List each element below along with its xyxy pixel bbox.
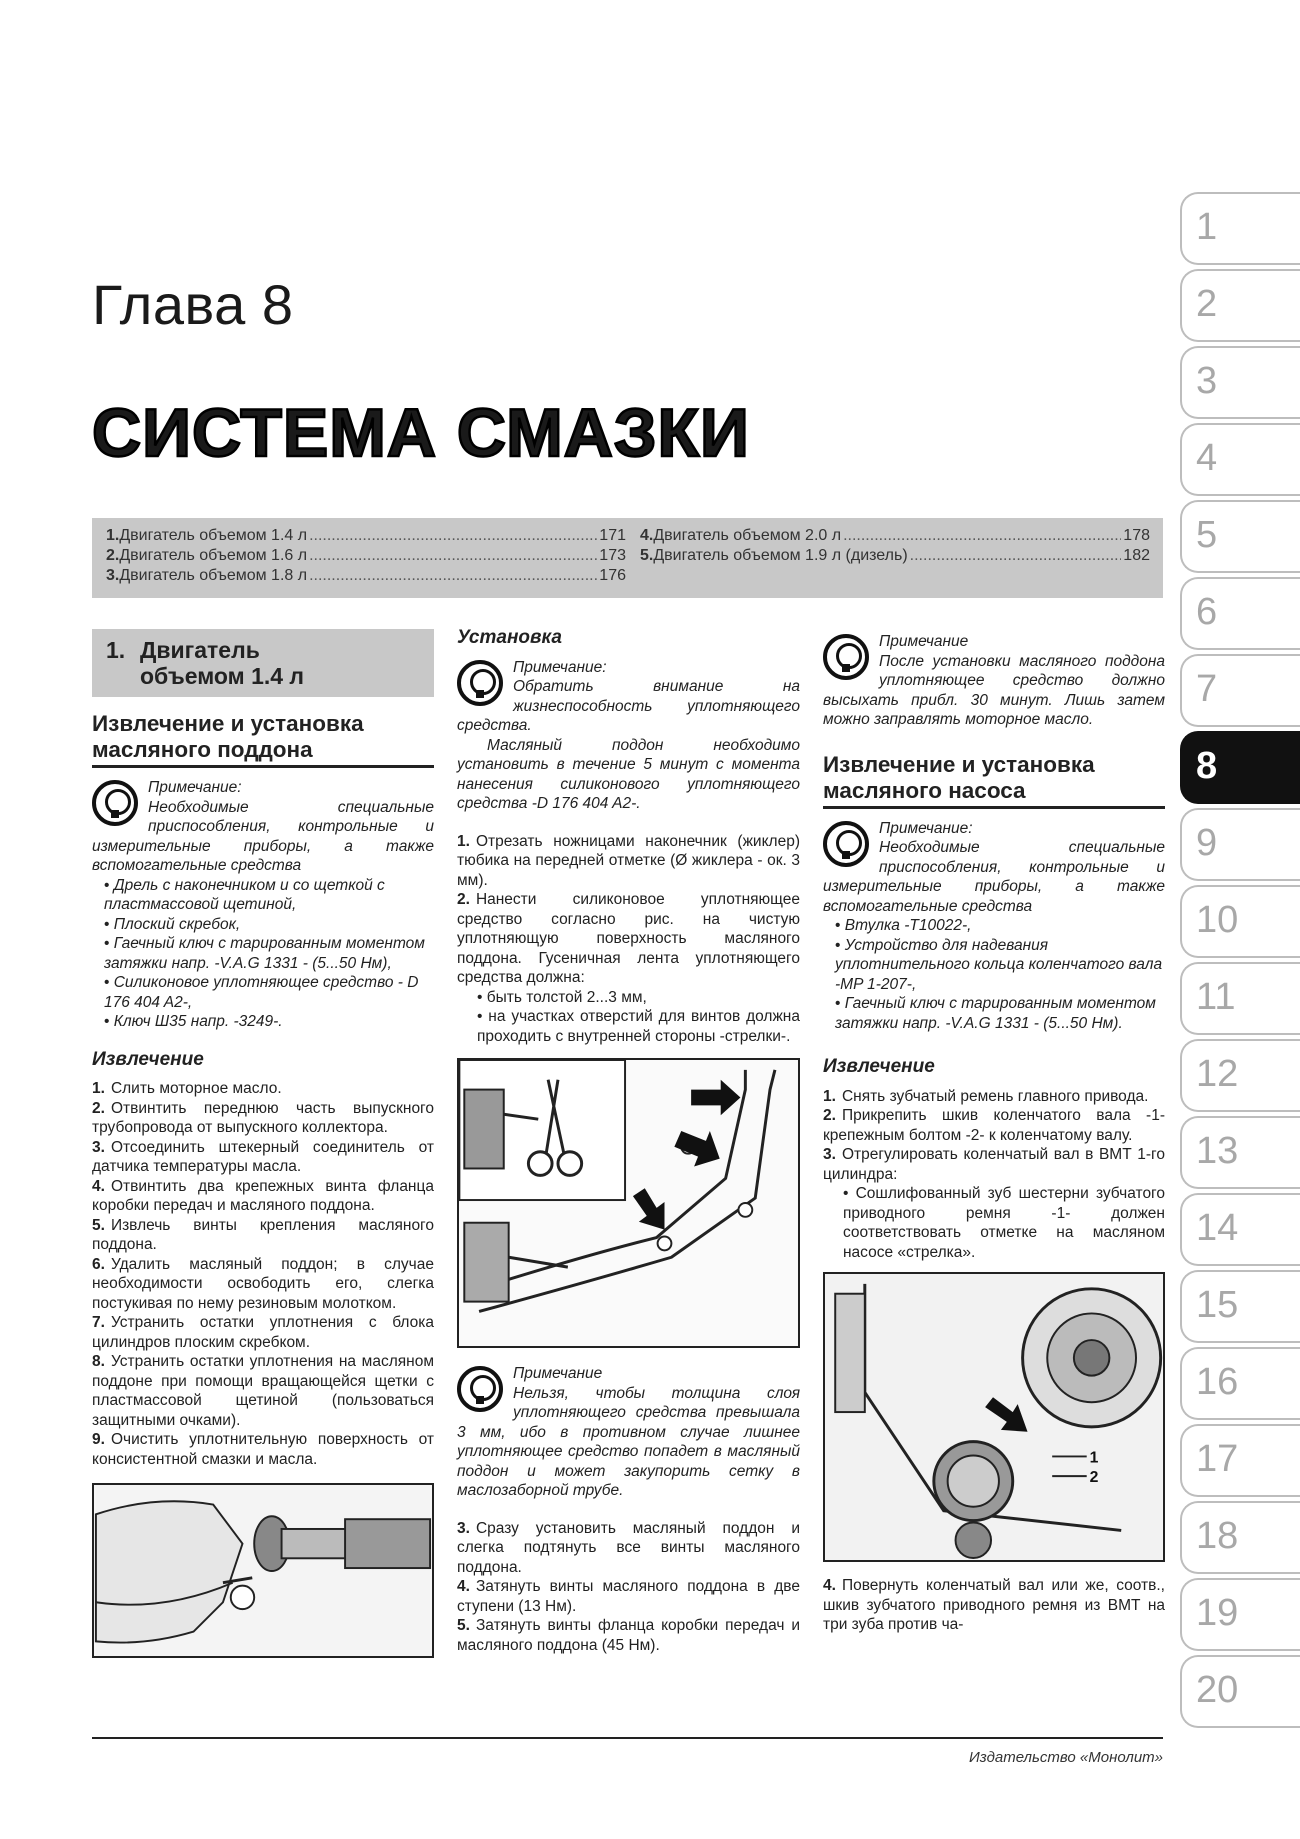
figure-label-2: 2 (1089, 1469, 1099, 1487)
step-text: Отрегулировать коленчатый вал в ВМТ 1-го цилиндра: (823, 1146, 1165, 1183)
note-list-item: • Гаечный ключ с тарированным моментом затяжки напр. -V.A.G 1331 - (5...50 Нм). (823, 994, 1165, 1033)
subsection-heading: Извлечение и установка масляного поддона (92, 711, 434, 768)
procedure-step (92, 1313, 434, 1352)
step-number: 5. (92, 1216, 105, 1234)
toc-title: Двигатель объемом 1.9 л (дизель) (653, 547, 908, 564)
procedure-step (457, 1577, 800, 1616)
lightbulb-icon (823, 821, 869, 867)
toc-leader (309, 527, 597, 545)
note-heading: Примечание: (148, 779, 242, 796)
step-number: 3. (92, 1138, 105, 1156)
note-list-item: • Втулка -T10022-, (823, 916, 1165, 936)
sealant-time-paragraph: Масляный поддон необходимо установить в течение 5 минут с момента нанесения силиконового уплотняющего средства -D 176 404 A2-. (457, 736, 800, 812)
installation-steps-2 (457, 1519, 800, 1656)
note-list-item: • Ключ Ш35 напр. -3249-. (92, 1012, 434, 1032)
step-text: Затянуть винты фланца коробки передач и масляного поддона (45 Нм). (457, 1617, 800, 1654)
note-heading: Примечание: (513, 658, 607, 676)
note-text: Обратить внимание на жизнеспособность уплотняющего средства. (457, 678, 800, 734)
lightbulb-icon (457, 660, 503, 706)
note-heading: Примечание: (879, 819, 973, 837)
chapter-tab-8[interactable]: 8 (1180, 731, 1300, 804)
toc-left-column (106, 527, 626, 587)
note-text: Необходимые специальные приспособления, контрольные и измерительные приборы, а также вспомогательные средства (823, 839, 1165, 915)
oil-pump-illustration (825, 1274, 1163, 1560)
procedure-heading: Извлечение (92, 1048, 204, 1070)
step-text: Устранить остатки уплотнения с блока цилиндров плоским скребком. (92, 1314, 434, 1351)
toc-entry (106, 527, 626, 547)
procedure-steps (92, 1079, 434, 1469)
sealant-bead-list (457, 988, 800, 1047)
chapter-tab-17[interactable]: 17 (1180, 1424, 1300, 1497)
chapter-tab-6[interactable]: 6 (1180, 577, 1300, 650)
step-text: Нанести силиконовое уплотняющее средство согласно рис. на чистую уплотняющую поверхность масляного поддона. Гусеничная лента уплотняющего средства должна: (457, 891, 800, 986)
step-number: 2. (457, 891, 470, 908)
toc-page: 171 (599, 527, 626, 544)
procedure-steps (823, 1087, 1165, 1185)
step-text: Отвинтить переднюю часть выпускного трубопровода от выпускного коллектора. (92, 1099, 434, 1136)
chapter-tab-4[interactable]: 4 (1180, 423, 1300, 496)
chapter-label: Глава 8 (92, 273, 294, 336)
step-number: 7. (92, 1314, 105, 1331)
toc-leader (309, 547, 597, 565)
toc-title: Двигатель объемом 1.8 л (119, 567, 308, 584)
chapter-tab-2[interactable]: 2 (1180, 269, 1300, 342)
note-heading: Примечание (879, 633, 969, 650)
note-list-item: • Гаечный ключ с тарированным моментом затяжки напр. -V.A.G 1331 - (5...50 Нм), (92, 934, 434, 973)
note-text: Необходимые специальные приспособления, контрольные и измерительные приборы, а также вспомогательные средства (92, 798, 434, 874)
note-heading: Примечание (513, 1365, 603, 1382)
procedure-step (457, 890, 800, 988)
procedure-step (823, 1145, 1165, 1184)
tdc-mark-bullet: • Сошлифованный зуб шестерни зубчатого приводного ремня -1- должен соответствовать отметке на масляном насосе «стрелка». (823, 1184, 1165, 1262)
chapter-tab-15[interactable]: 15 (1180, 1270, 1300, 1343)
toc-title: Двигатель объемом 1.4 л (119, 527, 308, 544)
procedure-step (92, 1255, 434, 1314)
procedure-step (457, 832, 800, 891)
figure-label-1: 1 (1089, 1449, 1099, 1467)
note-list (823, 916, 1165, 1033)
sealant-application-figure (457, 1058, 800, 1348)
chapter-tab-7[interactable]: 7 (1180, 654, 1300, 727)
step-text: Отрезать ножницами наконечник (жиклер) тюбика на передней отметке (Ø жиклера - ок. 3 мм). (457, 832, 800, 889)
chapter-tab-14[interactable]: 14 (1180, 1193, 1300, 1266)
text-column-3 (823, 632, 1165, 1635)
toc-leader (843, 527, 1121, 545)
procedure-step (92, 1430, 434, 1469)
toc-entry (106, 567, 626, 587)
toc-title: Двигатель объемом 2.0 л (653, 527, 842, 544)
note-block-thickness (457, 1364, 800, 1501)
procedure-step-4 (823, 1576, 1165, 1635)
procedure-step (457, 1616, 800, 1655)
section-number: 1. (106, 637, 126, 663)
step-text: Слить моторное масло. (110, 1080, 282, 1097)
step-text: Прикрепить шкив коленчатого вала -1- крепежным болтом -2- к коленчатому валу. (823, 1107, 1165, 1144)
note-text: После установки масляного поддона уплотняющее средство должно высыхать прибл. 30 минут. Лишь затем можно заправлять моторное масло. (823, 652, 1165, 728)
chapter-tab-10[interactable]: 10 (1180, 885, 1300, 958)
section-title-line1: Двигатель (140, 637, 260, 663)
toc-page: 178 (1123, 527, 1150, 544)
chapter-tab-12[interactable]: 12 (1180, 1039, 1300, 1112)
subsection-heading: Извлечение и установка масляного насоса (823, 752, 1165, 809)
toc-entry (106, 547, 626, 567)
chapter-title: СИСТЕМА СМАЗКИ (92, 395, 750, 471)
procedure-step (92, 1099, 434, 1138)
procedure-step (92, 1079, 434, 1099)
step-text: Очистить уплотнительную поверхность от консистентной смазки и масла. (92, 1431, 434, 1468)
toc-page: 182 (1123, 547, 1150, 564)
installation-heading: Установка (457, 627, 562, 648)
procedure-step (92, 1138, 434, 1177)
procedure-heading: Извлечение (823, 1056, 935, 1077)
bullet-item: • на участках отверстий для винтов должна проходить с внутренней стороны -стрелки-. (457, 1007, 800, 1046)
step-number: 9. (92, 1431, 105, 1448)
chapter-tab-18[interactable]: 18 (1180, 1501, 1300, 1574)
procedure-step (823, 1106, 1165, 1145)
toc-right-column (640, 527, 1150, 567)
oil-pan-cleaning-figure (92, 1483, 434, 1658)
chapter-tab-11[interactable]: 11 (1180, 962, 1300, 1035)
note-list-item: • Дрель с наконечником и со щеткой с пластмассовой щетиной, (92, 876, 434, 915)
step-number: 3. (823, 1146, 836, 1163)
step-number: 4. (92, 1177, 105, 1195)
step-number: 1. (457, 832, 470, 850)
step-number: 6. (92, 1255, 105, 1273)
toc-leader (910, 547, 1122, 565)
sealant-tube-illustration (459, 1060, 798, 1346)
step-number: 8. (92, 1353, 105, 1370)
toc-number: 5. (640, 547, 654, 564)
footer-rule (92, 1737, 1163, 1739)
step-number: 4. (457, 1578, 470, 1595)
step-text: Повернуть коленчатый вал или же, соотв., шкив зубчатого приводного ремня из ВМТ на три зуба против ча- (823, 1577, 1165, 1633)
step-number: 5. (457, 1617, 470, 1634)
step-text: Затянуть винты масляного поддона в две ступени (13 Нм). (457, 1578, 800, 1615)
drill-brush-illustration (94, 1485, 432, 1656)
step-number: 4. (823, 1577, 836, 1594)
chapter-tabs (1180, 192, 1300, 1732)
section-heading (92, 629, 434, 697)
note-list-item: • Устройство для надевания уплотнительного кольца коленчатого вала -MP 1-207-, (823, 936, 1165, 995)
procedure-step (823, 1087, 1165, 1107)
text-column-2 (457, 628, 800, 1655)
step-number: 1. (92, 1080, 105, 1097)
step-text: Отсоединить штекерный соединитель от датчика температуры масла. (92, 1138, 434, 1175)
toc-number: 3. (106, 567, 120, 584)
section-title-line2: объемом 1.4 л (140, 663, 305, 689)
toc-entry (640, 527, 1150, 547)
chapter-tab-9[interactable]: 9 (1180, 808, 1300, 881)
toc-number: 4. (640, 527, 654, 544)
note-block-viability (457, 658, 800, 814)
note-block-drying (823, 632, 1165, 730)
chapter-tab-3[interactable]: 3 (1180, 346, 1300, 419)
step-text: Сразу установить масляный поддон и слегка подтянуть все винты масляного поддона. (457, 1519, 800, 1576)
chapter-tab-16[interactable]: 16 (1180, 1347, 1300, 1420)
note-list (92, 876, 434, 1032)
toc-leader (309, 567, 597, 585)
oil-pump-figure (823, 1272, 1165, 1562)
lightbulb-icon (457, 1366, 503, 1412)
chapter-contents (92, 518, 1163, 598)
note-text: Нельзя, чтобы толщина слоя уплотняющего средства превышала 3 мм, ибо в противном случае лишнее уплотняющее средство попадет в масляный поддон и может закупорить сетку в маслозаборной трубе. (457, 1384, 800, 1499)
step-text: Снять зубчатый ремень главного привода. (841, 1087, 1149, 1105)
toc-title: Двигатель объемом 1.6 л (119, 547, 308, 564)
toc-entry (640, 547, 1150, 567)
note-list-item: • Силиконовое уплотняющее средство - D 176 404 A2-, (92, 973, 434, 1012)
chapter-tab-5[interactable]: 5 (1180, 500, 1300, 573)
installation-steps-1 (457, 832, 800, 988)
procedure-step (457, 1519, 800, 1578)
chapter-tab-13[interactable]: 13 (1180, 1116, 1300, 1189)
publisher-footer: Издательство «Монолит» (969, 1749, 1163, 1766)
step-number: 3. (457, 1519, 470, 1537)
procedure-step (92, 1177, 434, 1216)
text-column-1 (92, 628, 434, 1658)
toc-page: 176 (599, 567, 626, 584)
lightbulb-icon (92, 780, 138, 826)
chapter-tab-19[interactable]: 19 (1180, 1578, 1300, 1651)
step-text: Извлечь винты крепления масляного поддона. (92, 1216, 434, 1253)
step-number: 2. (92, 1099, 105, 1117)
step-text: Отвинтить два крепежных винта фланца коробки передач и масляного поддона. (92, 1177, 434, 1214)
note-block (92, 778, 434, 1032)
lightbulb-icon (823, 634, 869, 680)
step-text: Устранить остатки уплотнения на масляном поддоне при помощи вращающейся щетки с пластмассовой щетиной (пользоваться защитными очками). (92, 1353, 434, 1429)
note-list-item: • Плоский скребок, (92, 915, 434, 935)
step-number: 1. (823, 1087, 836, 1105)
step-text: Удалить масляный поддон; в случае необходимости освободить его, слегка постукивая по нему резиновым молотком. (92, 1255, 434, 1312)
chapter-tab-20[interactable]: 20 (1180, 1655, 1300, 1728)
note-block-tools (823, 819, 1165, 1034)
bullet-item: • быть толстой 2...3 мм, (457, 988, 800, 1008)
step-number: 2. (823, 1107, 836, 1124)
procedure-step (92, 1216, 434, 1255)
toc-number: 1. (106, 527, 120, 544)
chapter-tab-1[interactable]: 1 (1180, 192, 1300, 265)
toc-number: 2. (106, 547, 120, 564)
toc-page: 173 (599, 547, 626, 564)
procedure-step (92, 1352, 434, 1430)
